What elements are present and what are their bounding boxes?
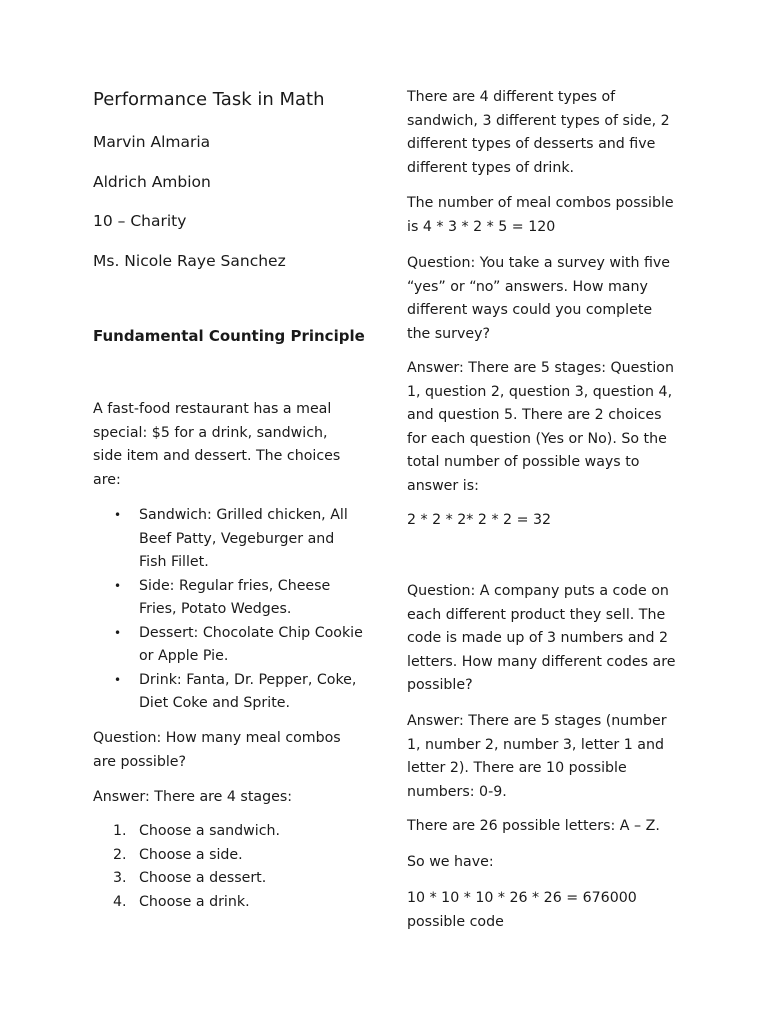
bullet-icon: • bbox=[114, 578, 122, 593]
list-item: • Sandwich: Grilled chicken, All Beef Patty, Vegeburger and Fish Fillet. bbox=[93, 504, 363, 575]
answer-paragraph: Answer: There are 4 stages: bbox=[93, 789, 292, 805]
survey-calculation: 2 * 2 * 2* 2 * 2 = 32 bbox=[407, 512, 552, 528]
list-item: 4. Choose a drink. bbox=[113, 893, 250, 910]
list-item: • Dessert: Chocolate Chip Cookie or Apple Pie. bbox=[93, 622, 363, 669]
bullet-icon: • bbox=[114, 672, 122, 687]
page-title: Performance Task in Math bbox=[93, 89, 325, 110]
letters-paragraph: There are 26 possible letters: A – Z. bbox=[407, 818, 660, 834]
list-item: 2. Choose a side. bbox=[113, 846, 243, 863]
sandwich-types-paragraph: There are 4 different types of sandwich, 3 different types of side, 2 different types of desserts and five different types of drink. bbox=[407, 89, 670, 176]
stages-list bbox=[93, 820, 358, 914]
list-item: • Drink: Fanta, Dr. Pepper, Coke, Diet Coke and Sprite. bbox=[93, 669, 363, 716]
survey-question: Question: You take a survey with five “yes” or “no” answers. How many different ways could you complete the survey? bbox=[407, 255, 671, 342]
bullet-icon: • bbox=[114, 625, 122, 640]
meal-combos-result: The number of meal combos possible is 4 * 3 * 2 * 5 = 120 bbox=[407, 195, 674, 235]
list-item: • Side: Regular fries, Cheese Fries, Potato Wedges. bbox=[93, 575, 363, 622]
intro-paragraph: A fast-food restaurant has a meal special: $5 for a drink, sandwich, side item and dessert. The choices are: bbox=[93, 401, 341, 488]
section-name: 10 – Charity bbox=[93, 212, 187, 230]
section-heading: Fundamental Counting Principle bbox=[93, 327, 365, 345]
author-name-2: Aldrich Ambion bbox=[93, 173, 211, 191]
survey-answer: Answer: There are 5 stages: Question 1, question 2, question 3, question 4, and question 5. There are 2 choices for each question (Yes or No). So the total number of possible ways to answer is: bbox=[407, 360, 674, 494]
author-name-1: Marvin Almaria bbox=[93, 133, 211, 151]
choices-list bbox=[93, 504, 363, 716]
list-item: 1. Choose a sandwich. bbox=[113, 823, 281, 839]
code-calculation: 10 * 10 * 10 * 26 * 26 = 676000 possible code bbox=[407, 890, 637, 930]
teacher-name: Ms. Nicole Raye Sanchez bbox=[93, 252, 286, 270]
code-answer: Answer: There are 5 stages (number 1, number 2, number 3, letter 1 and letter 2). There are 10 possible numbers: 0-9. bbox=[407, 713, 667, 800]
list-item: 3. Choose a dessert. bbox=[113, 870, 267, 886]
so-we-have: So we have: bbox=[407, 854, 494, 870]
bullet-icon: • bbox=[114, 508, 122, 522]
question-paragraph: Question: How many meal combos are possible? bbox=[93, 730, 341, 770]
code-question: Question: A company puts a code on each different product they sell. The code is made up of 3 numbers and 2 letters. How many different codes are possible? bbox=[407, 583, 676, 693]
